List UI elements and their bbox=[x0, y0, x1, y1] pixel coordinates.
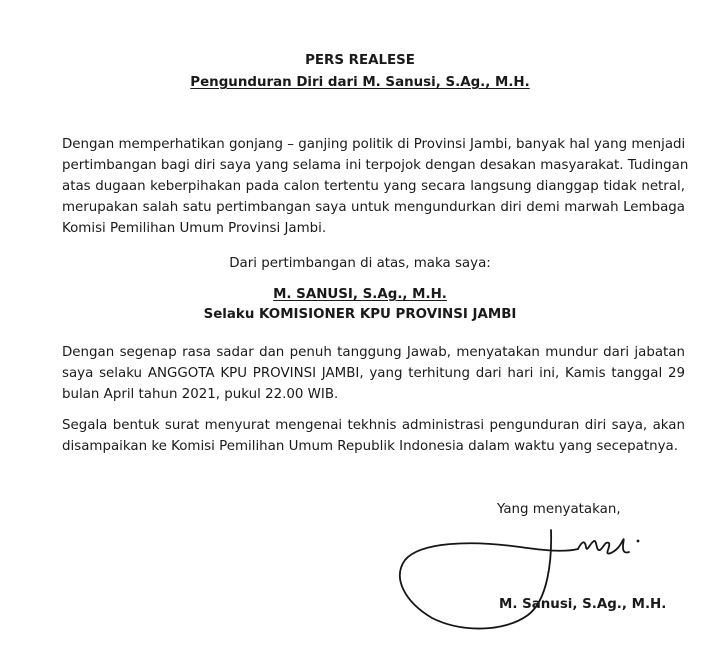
intro-line: Dari pertimbangan di atas, maka saya: bbox=[229, 256, 491, 271]
person-name: M. SANUSI, S.Ag., M.H. bbox=[273, 287, 447, 302]
paragraph-2-line: Dengan segenap rasa sadar dan penuh tanggung Jawab, menyatakan mundur dari jabatan bbox=[62, 345, 685, 360]
paragraph-1-line: Komisi Pemilihan Umum Provinsi Jambi. bbox=[62, 221, 327, 236]
closing-text: Yang menyatakan, bbox=[497, 502, 621, 517]
paragraph-1-line: Dengan memperhatikan gonjang – ganjing politik di Provinsi Jambi, banyak hal yang menjadi bbox=[62, 137, 686, 152]
paragraph-1-line: pertimbangan bagi diri saya yang selama ini terpojok dengan desakan masyarakat. Tudingan bbox=[62, 158, 689, 173]
paragraph-1-line: merupakan salah satu pertimbangan saya untuk mengundurkan diri demi marwah Lembaga bbox=[62, 200, 685, 215]
person-role: Selaku KOMISIONER KPU PROVINSI JAMBI bbox=[203, 307, 517, 322]
document-subtitle: Pengunduran Diri dari M. Sanusi, S.Ag., M.H. bbox=[190, 75, 530, 90]
document-title: PERS REALESE bbox=[305, 53, 415, 68]
paragraph-3-line: Segala bentuk surat menyurat mengenai tekhnis administrasi pengunduran diri saya, akan bbox=[62, 418, 685, 433]
paragraph-1-line: atas dugaan keberpihakan pada calon tertentu yang secara langsung dianggap tidak netral, bbox=[62, 179, 685, 194]
signer-name: M. Sanusi, S.Ag., M.H. bbox=[499, 597, 667, 612]
paragraph-3-line: disampaikan ke Komisi Pemilihan Umum Republik Indonesia dalam waktu yang secepatnya. bbox=[62, 439, 678, 454]
paragraph-2-line: bulan April tahun 2021, pukul 22.00 WIB. bbox=[62, 387, 339, 402]
paragraph-2-line: saya selaku ANGGOTA KPU PROVINSI JAMBI, yang terhitung dari hari ini, Kamis tanggal 29 bbox=[62, 366, 685, 381]
